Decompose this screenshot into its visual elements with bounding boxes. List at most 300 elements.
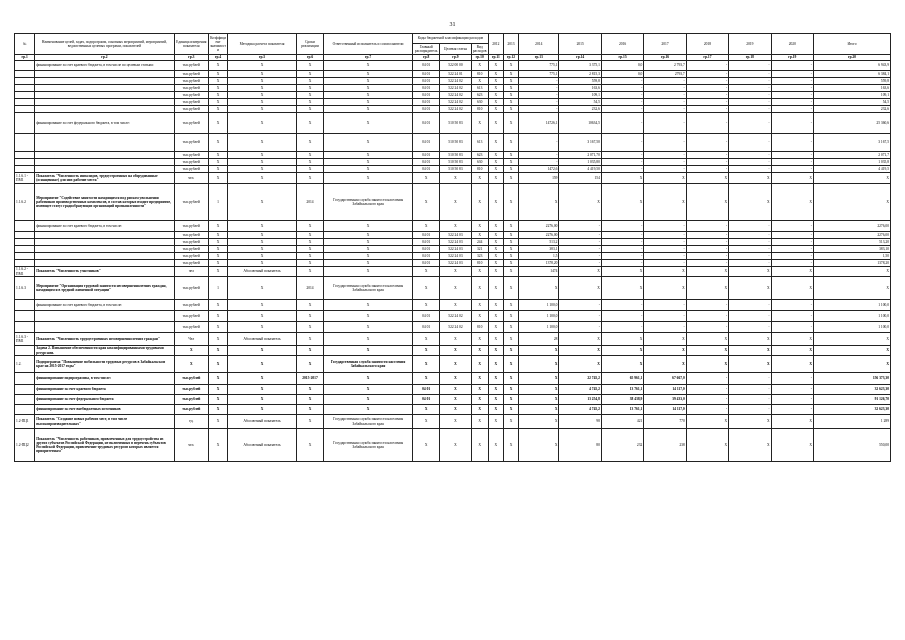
table-cell: - [686,311,728,322]
table-cell: - [601,166,643,173]
table-cell: 510 50 83 [440,159,471,166]
header-year: 2012 [488,34,503,55]
table-cell: 775,1 [519,61,559,71]
table-cell: X [413,184,440,221]
table-cell: X [208,92,227,99]
table-cell: X [324,134,413,152]
table-row [15,246,891,253]
table-cell: 810 [471,322,488,333]
table-cell: X [644,356,686,373]
row-name [35,85,174,92]
table-cell: 613 [471,134,488,152]
table-cell: тыс.рублей [174,61,208,71]
table-cell: X [686,346,728,356]
table-cell: X [814,333,891,346]
table-cell: - [686,395,728,405]
table-cell: X [601,184,643,221]
table-body [15,61,891,462]
table-cell: 522 24 02 [440,92,471,99]
table-cell: X [296,395,323,405]
table-cell: X [228,322,297,333]
table-cell: - [601,246,643,253]
table-cell: - [686,106,728,113]
table-cell: 2014 [296,277,323,300]
table-cell: 2 793,7 [644,61,686,71]
column-number: гр.3 [174,55,208,61]
table-cell: X [488,267,503,277]
table-cell: - [771,300,813,311]
table-cell: X [814,277,891,300]
table-cell: - [729,92,771,99]
row-name [35,71,174,78]
table-cell: X [296,253,323,260]
table-cell: Государственная служба занятости населения Забайкальского края [324,356,413,373]
table-cell: 109,1 [814,92,891,99]
table-cell: X [503,221,518,232]
table-cell: - [729,134,771,152]
table-cell: X [471,61,488,71]
table-cell: Чел [174,333,208,346]
table-cell: 91 126,70 [814,395,891,405]
table-cell: - [729,246,771,253]
table-cell: X [729,333,771,346]
table-row [15,429,891,462]
table-cell: чел. [174,429,208,462]
table-cell: X [413,373,440,385]
table-cell: 1 [208,184,227,221]
table-cell: - [686,322,728,333]
table-cell: 14 117,0 [644,405,686,415]
table-cell: X [729,267,771,277]
table-cell: 522 24 02 [440,322,471,333]
table-cell: - [729,99,771,106]
table-cell: X [471,373,488,385]
table-cell: X [488,92,503,99]
table-cell: X [729,415,771,429]
row-number: 1.1.6.3 [15,277,35,300]
table-cell: 04 01 [413,71,440,78]
table-cell: X [228,311,297,322]
table-cell: X [503,184,518,221]
table-cell: - [686,239,728,246]
table-cell: 98 [559,415,601,429]
row-name: финансирование за счет краевого бюджета, в том числе: [35,221,174,232]
table-cell: 522 24 02 [440,311,471,322]
table-cell: X [228,277,297,300]
page-number: 31 [449,22,456,28]
table-cell: 1 035,8 [814,159,891,166]
table-cell: X [228,166,297,173]
table-cell: 2 071,7 [814,152,891,159]
table-cell: 522 24 02 [440,99,471,106]
table-cell: - [644,106,686,113]
table-cell: - [601,134,643,152]
table-cell: 38 438,9 [601,395,643,405]
table-cell: X [488,311,503,322]
table-cell: X [324,267,413,277]
table-cell: X [324,106,413,113]
table-cell: X [440,395,471,405]
table-row [15,415,891,429]
table-cell: X [471,346,488,356]
table-cell: 510 50 83 [440,152,471,159]
table-cell: - [601,85,643,92]
table-cell: 2 071,70 [559,152,601,159]
table-cell: X [228,159,297,166]
table-cell: X [814,184,891,221]
table-cell: X [208,385,227,395]
table-cell: X [413,267,440,277]
table-cell: X [440,184,471,221]
table-cell: X [503,99,518,106]
table-cell: X [729,277,771,300]
table-cell: X [503,61,518,71]
table-cell: 04 01 [413,311,440,322]
table-cell: X [519,429,559,462]
table-cell: X [440,346,471,356]
table-cell: - [601,232,643,239]
table-cell: X [814,356,891,373]
column-number: гр.12 [503,55,518,61]
table-cell: X [440,373,471,385]
table-cell: X [228,106,297,113]
table-cell: 54,5 [814,99,891,106]
table-cell: X [324,395,413,405]
table-cell: тыс.рублей [174,405,208,415]
table-cell: 65 961,1 [601,373,643,385]
row-number [15,221,35,232]
table-cell: - [559,300,601,311]
table-cell: тыс.рублей [174,184,208,221]
table-cell: 2014 [296,184,323,221]
table-cell: 0,0 [601,71,643,78]
header-year: 2017 [644,34,686,55]
table-cell: - [729,322,771,333]
table-cell: X [503,322,518,333]
table-cell: X [488,166,503,173]
table-cell: X [208,395,227,405]
column-number: гр.19 [771,55,813,61]
table-cell: X [601,277,643,300]
table-cell: - [644,232,686,239]
table-cell: - [729,311,771,322]
table-cell: X [488,253,503,260]
table-cell: - [771,246,813,253]
table-cell: X [324,71,413,78]
table-cell: X [208,61,227,71]
table-cell: X [471,267,488,277]
table-cell: X [296,106,323,113]
table-cell: 3 167,50 [559,134,601,152]
table-cell: X [440,267,471,277]
table-cell: - [601,239,643,246]
table-row [15,373,891,385]
table-cell: - [686,385,728,395]
table-cell: 510 50 83 [440,134,471,152]
table-cell: X [228,300,297,311]
column-number: гр.5 [228,55,297,61]
table-cell: X [413,429,440,462]
table-cell: 1 100,0 [519,311,559,322]
table-cell: X [208,221,227,232]
table-cell: X [771,333,813,346]
table-cell: X [324,385,413,395]
table-cell: - [729,166,771,173]
table-cell: - [729,260,771,267]
table-cell: X [471,184,488,221]
table-cell: X [503,166,518,173]
table-cell: 22 745,2 [559,373,601,385]
table-cell: - [686,152,728,159]
table-cell: - [601,106,643,113]
table-cell: X [488,232,503,239]
table-cell: - [644,85,686,92]
table-cell: X [296,415,323,429]
table-cell: - [519,106,559,113]
table-cell: X [324,346,413,356]
table-cell: X [228,221,297,232]
row-number [15,159,35,166]
header-year: 2020 [771,34,813,55]
table-cell: X [471,232,488,239]
table-cell: - [686,78,728,85]
table-cell: X [296,85,323,92]
table-cell: - [771,395,813,405]
table-cell: X [686,267,728,277]
table-cell: X [413,346,440,356]
table-cell: 321 [471,246,488,253]
table-cell: X [208,113,227,134]
table-cell: - [729,113,771,134]
row-number [15,373,35,385]
table-cell: X [686,429,728,462]
row-name: Показатель "Численность работников, привлеченных для трудоустройства из других субъектов Российской Федерации, не включенных в перечень субъектов Российской Федерации, привлечение трудовых ресурсов которых является приоритетным" [35,429,174,462]
table-cell: 2015-2017 [296,373,323,385]
table-cell: X [488,239,503,246]
table-cell: 4 745,2 [559,385,601,395]
table-cell: X [814,173,891,184]
table-cell: 14726,1 [519,113,559,134]
table-cell: X [228,113,297,134]
row-number [15,405,35,415]
table-cell: X [208,239,227,246]
table-cell: - [686,99,728,106]
row-name: Показатель "Численность инвалидов, трудоустроенных на оборудованные (оснащенные) для них рабочие места" [35,173,174,184]
table-cell: X [208,260,227,267]
table-cell: X [503,415,518,429]
table-cell: X [440,277,471,300]
table-cell: 522 24 03 [440,260,471,267]
table-cell: 04 01 [413,322,440,333]
column-number: гр.13 [519,55,559,61]
table-cell: 522 00 00 [440,61,471,71]
table-cell: X [503,134,518,152]
table-cell: Государственная служба занятости населения Забайкальского края [324,277,413,300]
table-cell: X [471,78,488,85]
table-cell: 04 01 [413,385,440,395]
table-cell: X [296,300,323,311]
header-target: Целевая статья [440,44,471,55]
table-cell: - [644,159,686,166]
table-cell: 2276,00 [519,232,559,239]
header-num: № [15,34,35,55]
table-cell: ед. [174,415,208,429]
row-number: 1.1.6.1 - ПМ1 [15,173,35,184]
table-cell: X [208,78,227,85]
table-cell: X [296,152,323,159]
table-cell: тыс.рублей [174,322,208,333]
table-cell: Абсолютный показатель [228,267,297,277]
table-cell: тыс.рублей [174,385,208,395]
table-cell: - [601,152,643,159]
table-cell: 13 254,8 [559,395,601,405]
table-cell: - [771,85,813,92]
table-cell: X [324,99,413,106]
table-cell: X [208,333,227,346]
table-cell: X [174,346,208,356]
row-name [35,166,174,173]
table-cell: - [686,405,728,415]
row-number [15,106,35,113]
table-cell: - [729,106,771,113]
table-row [15,92,891,99]
table-cell: X [771,277,813,300]
table-cell: X [413,405,440,415]
table-cell: X [296,61,323,71]
table-cell: X [503,277,518,300]
table-cell: X [488,300,503,311]
table-cell: тыс.рублей [174,92,208,99]
table-cell: - [559,322,601,333]
table-cell: тыс.рублей [174,78,208,85]
table-row [15,221,891,232]
table-row [15,71,891,78]
table-cell: X [228,246,297,253]
table-cell: - [771,232,813,239]
table-cell: X [488,395,503,405]
table-cell: 04 01 [413,99,440,106]
table-cell: X [503,78,518,85]
table-cell: X [228,85,297,92]
table-cell: - [686,71,728,78]
table-cell: 513,2 [519,239,559,246]
table-row [15,85,891,92]
table-cell: X [559,277,601,300]
table-cell: 1472,6 [519,166,559,173]
table-cell: X [471,405,488,415]
table-cell: X [324,311,413,322]
table-cell: X [644,267,686,277]
table-row [15,239,891,246]
table-cell: 28 [519,333,559,346]
table-cell: 04 01 [413,253,440,260]
table-cell: - [771,78,813,85]
table-cell: X [771,184,813,221]
table-cell: X [471,277,488,300]
table-cell: 04 01 [413,232,440,239]
table-cell: - [519,134,559,152]
row-number: 1.1.6.2 [15,184,35,221]
table-cell: - [686,300,728,311]
table-cell: X [503,159,518,166]
table-cell: 14 117,0 [644,385,686,395]
row-name: Показатель "Создание новых рабочих мест, в том числе высокопроизводительных" [35,415,174,429]
table-cell: X [503,246,518,253]
table-cell: 10634,5 [559,113,601,134]
table-cell: X [228,405,297,415]
table-cell: X [440,415,471,429]
table-cell: X [488,429,503,462]
table-cell: тыс.рублей [174,239,208,246]
row-number [15,99,35,106]
table-cell: - [519,159,559,166]
table-cell: 04 01 [413,395,440,405]
table-cell: X [174,356,208,373]
table-cell: 54,5 [559,99,601,106]
table-cell: X [228,99,297,106]
table-cell: 04 01 [413,246,440,253]
table-cell: 522 24 01 [440,71,471,78]
table-cell: - [644,239,686,246]
table-cell: 39 433,0 [644,395,686,405]
table-row [15,260,891,267]
table-cell: X [228,184,297,221]
row-name: финансирование за счет федерального бюджета [35,395,174,405]
table-cell: X [228,346,297,356]
table-cell: 1378,20 [519,260,559,267]
table-cell: 04 01 [413,61,440,71]
table-row [15,173,891,184]
table-cell: - [771,322,813,333]
table-cell: X [559,333,601,346]
table-cell: X [503,395,518,405]
table-cell: 4 419,50 [559,166,601,173]
table-row [15,106,891,113]
column-number: гр.1 [15,55,35,61]
table-cell: - [601,99,643,106]
table-cell: - [559,260,601,267]
table-cell: X [324,113,413,134]
table-cell: - [729,85,771,92]
table-cell: X [208,85,227,92]
table-row [15,232,891,239]
table-cell: X [208,232,227,239]
row-number [15,92,35,99]
table-cell: X [644,173,686,184]
table-cell: 232 [601,429,643,462]
table-cell: - [644,300,686,311]
table-cell: 522 24 03 [440,232,471,239]
table-cell: тыс.рублей [174,99,208,106]
table-cell: 550,00 [814,429,891,462]
header-year: 2019 [729,34,771,55]
table-cell: X [296,159,323,166]
table-cell: 3 375,1 [559,61,601,71]
column-number: гр.15 [601,55,643,61]
table-cell: X [729,173,771,184]
table-cell: X [771,267,813,277]
table-cell: X [324,85,413,92]
table-cell: 1 [208,277,227,300]
table-cell: X [503,253,518,260]
table-cell: - [601,300,643,311]
table-cell: X [324,92,413,99]
table-cell: X [771,415,813,429]
table-cell: 810 [471,106,488,113]
table-cell: X [228,61,297,71]
table-cell: 513,20 [814,239,891,246]
table-cell: 163,6 [814,85,891,92]
